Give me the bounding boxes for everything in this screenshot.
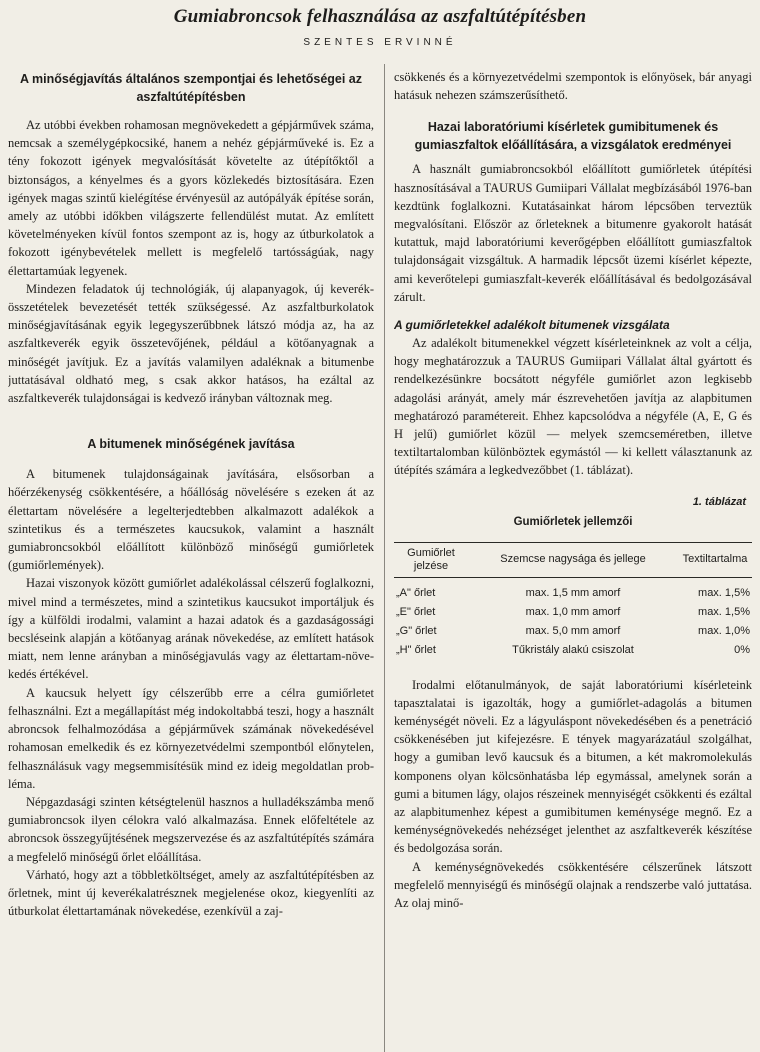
table-cell: max. 1,5%: [698, 586, 750, 599]
paragraph: Mindezen feladatok új technológiák, új alapanyagok, új keverék-összetételek bevezetését tették szükségessé. Az aszfaltburkolatok minőségjavításának egyik legegyszerűbbnek látszó módja az, ha az aszfaltkeverék egyik összetevőjének, például a kötőanyagnak a minőségét javítjuk. Ez a javítás valamilyen adaléknak a bitumenbe juttatásával oldható meg, s csak akkor hatásos, ha ezáltal az aszfaltkeverék tulajdonságai is kedvező irányban változnak meg.: [8, 281, 374, 406]
paragraph: Népgazdasági szinten kétségtelenül hasznos a hulladékszámba menő gumiabroncsok ilyen célokra való alkalmazása. Ennek előfeltétele az abroncsok összegyűjtésének megszervezése és az aszfaltútépítés számára a megfelelő minőségű őrlet előállítása.: [8, 794, 374, 864]
table-number: 1. táblázat: [692, 495, 746, 508]
table-cell: „H" őrlet: [396, 643, 436, 656]
section-heading-bitumen-quality: A bitumenek minőségének javítása: [87, 437, 295, 452]
table-header: Gumiőrlet jelzése: [394, 542, 468, 577]
table-header: Textiltartalma: [678, 542, 752, 577]
table-cell: Tűkristály alakú csiszolat: [512, 643, 634, 656]
table-cell: „G" őrlet: [396, 624, 437, 637]
table-row: [394, 577, 752, 603]
rubber-crumb-table: [394, 542, 752, 660]
table-cell: max. 1,0 mm amorf: [525, 605, 621, 618]
table-row: [394, 641, 752, 660]
article-title: Gumiabroncsok felhasználása az aszfaltútépítésben: [173, 6, 587, 27]
article-author: SZENTES ERVINNÉ: [303, 37, 457, 48]
paragraph-continued: csökkenés és a környezetvédelmi szempontok is előnyösek, bár anyagi hatásuk nehezen számszerűsíthető.: [394, 70, 752, 103]
paragraph: A használt gumiabroncsokból előállított gumiőrletek útépítési hasznosításával a TAURUS Gumiipari Vállalat megbízásából 1976-ban kezdtünk foglalkozni. Kutatásainkat három lépcsőben terveztük megvalósítani. Először az őrleteknek a bitumenre gyakorolt hatását kutattuk, majd laboratóriumi keverőgépben előállított gumiaszfaltok tulajdonságait vizsgáltuk. A harmadik lépcsőt üzemi kísérlet képezte, ami keverőtelepi gumiaszfalt-keverék előállításával és bedolgozásával zárult.: [394, 162, 752, 304]
table-header-row: [394, 542, 752, 577]
table-cell: max. 5,0 mm amorf: [525, 624, 621, 637]
paragraph: A kaucsuk helyett így célszerűbb erre a célra gumiőrletet felhasználni. Ezt a megállapítást még indokoltabbá teszi, hogy a használt abroncsok felhalmozódása a gépjárművek számának növekedésével rohamosan emelkedik és ez környezetvédelmi szempontból előnytelen, felhasználásuk vagy megsemmisítésük mind ez ideig megoldatlan probléma.: [8, 685, 374, 791]
table-cell: „E" őrlet: [396, 605, 436, 618]
paragraph: Irodalmi előtanulmányok, de saját laboratóriumi kísérleteink tapasztalatai is igazolták, hogy a gumiőrlet-adagolás a bitumen keménységét növeli. Ez a lágyuláspont növekedésében és a penetráció csökkenésében jut kifejezésre. E tények magyarázatául szolgálhat, hogy a gumiban levő kaucsuk és a bitumen, a két makromolekulás komponens olyan kölcsönhatásba lép egymással, amelynek során a gumi a bitumen lágy, olajos részeinek mennyiségét csökkenti és ezáltal az alapbitumenhez képest a gumibitumen keménysége megnő. Ez a keménységnövekedés nehézséget jelenthet az aszfaltkeverék készítése és bedolgozása során.: [394, 677, 752, 856]
paragraph: Várható, hogy azt a többletköltséget, amely az aszfaltútépítésben az őrletnek, mint új keverékalatrésznek megjelenése okoz, kiegyenlíti az útburkolat élettartamának növekedése, ezenkívül a zaj-: [8, 867, 374, 919]
section-heading-lab-experiments: Hazai laboratóriumi kísérletek gumibitumenek és gumiaszfaltok előállítására, a vizsgálatok eredményei: [414, 120, 732, 153]
paragraph: Hazai viszonyok között gumiőrlet adalékolással célszerű foglalkozni, mivel mind a természetes, mind a szintetikus kaucsukot importáljuk és így a külföldi irodalmi, valamint a hazai adatok és a gazdaságossági becsléseink alapján a kötőanyag arának növekedése, az említett hatások miatt, nem lenne arányban a minőségjavulás vagy az élettartam-növekedés értékével.: [8, 576, 374, 682]
paragraph: Az utóbbi években rohamosan megnövekedett a gépjárművek száma, nemcsak a személygépkocsiké, hanem a nehéz gépjárműveké is. Ez a tény fokozott igények megvalósítását követelte az útépítőktől a biztonságos, a kényelmes és a gyors közlekedés biztosítására. Ezen igények magas szintű kielégítése érvényesül az autópályák építése során, amely az utóbbi időkben világszerte fellendülést mutat. Az említett követelményeken kívül fontos szempont az is, hogy az útburkolatok a fokozott igénybevételek mellett is megfelelő tartósságúak, nagy élettartamúak legyenek.: [8, 118, 374, 278]
right-column: [394, 68, 752, 1052]
table-cell: max. 1,5 mm amorf: [525, 586, 621, 599]
paragraph: Az adalékolt bitumenekkel végzett kísérleteinknek az volt a célja, hogy meghatározzuk a TAURUS Gumiipari Vállalat által gyártott és rendelkezésünkre bocsátott négyféle gumiőrlet azon legkisebb adagolási arányát, amely már észrevehetően javítja az alapbitumen meghatározó paramétereit. Ehhez kapcsolódva a négyféle (A, E, G és H jelű) gumiőrlet közül — melyek szemcseméretben, illetve textiltartalomban különböztek egymástól — ki kellett választanunk az útépítés számára a legkedvezőbbet (1. táblázat).: [394, 336, 752, 478]
table-header: Szemcse nagysága és jellege: [468, 542, 678, 577]
table-row: [394, 622, 752, 641]
table-row: [394, 603, 752, 622]
table-cell: 0%: [734, 643, 750, 656]
table-cell: „A" őrlet: [396, 586, 436, 599]
table-cell: max. 1,0%: [698, 624, 750, 637]
subsection-heading-rubber-bitumen: A gumiőrletekkel adalékolt bitumenek vizsgálata: [394, 318, 670, 333]
paragraph: A keménységnövekedés csökkentésére célszerűnek látszott megfelelő mennyiségű és minőségű olajnak a rendszerbe való juttatása. Az olaj minő-: [394, 859, 752, 911]
column-divider: [384, 64, 385, 1052]
left-column: [8, 68, 374, 1052]
section-heading-quality-improvement: A minőségjavítás általános szempontjai és lehetőségei az aszfaltútépítésben: [19, 72, 363, 104]
paragraph: A bitumenek tulajdonságainak javítására, elsősorban a hőérzékenység csökkentésére, a hőállóság növelésére s ezeken át az élettartam növelésére a legelterjedtebben alkalmazott adalékok a szintetikus és a természetes kaucsukok, valamint a használt gumiabroncsokból előállított különböző minőségű gumiőrletek (gumiőrlemények).: [8, 467, 374, 573]
table-title: Gumiőrletek jellemzői: [513, 515, 633, 528]
table-cell: max. 1,5%: [698, 605, 750, 618]
